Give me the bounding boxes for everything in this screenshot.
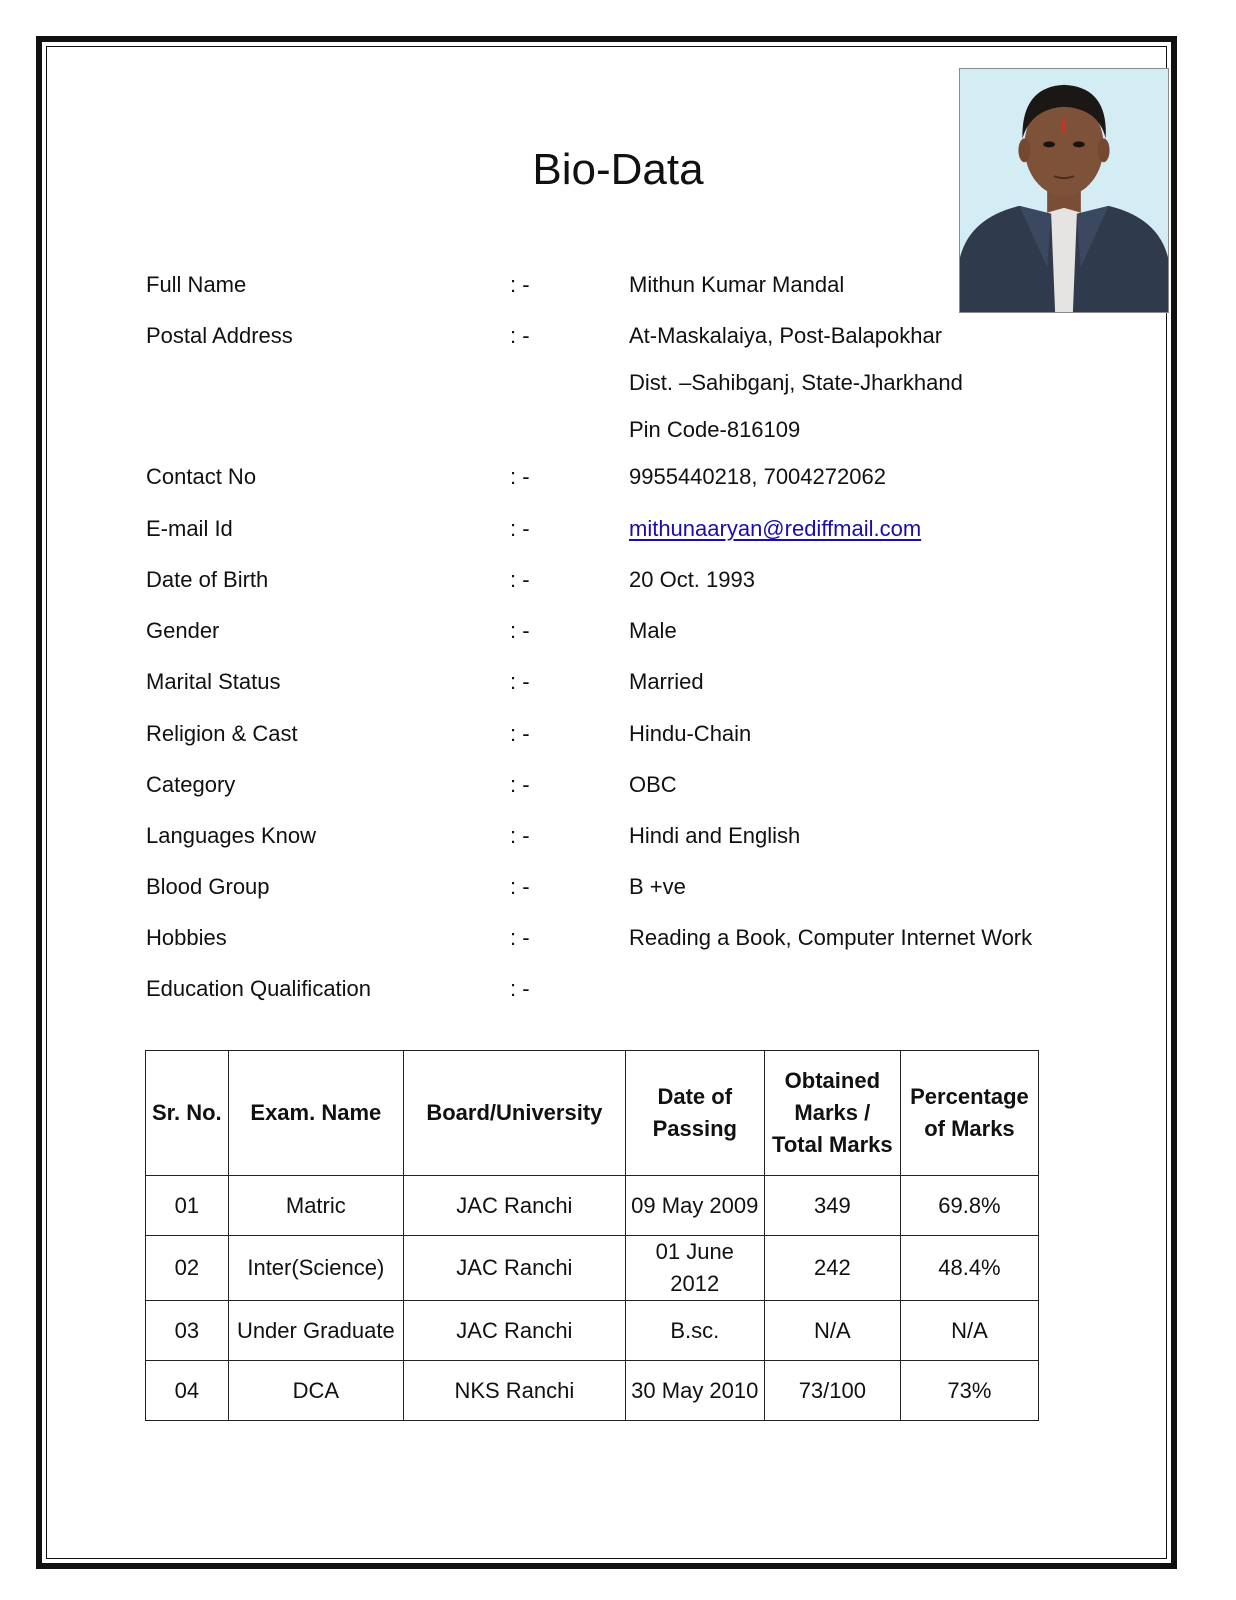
field-postal-address-line-3 xyxy=(0,415,1236,445)
field-label: Postal Address xyxy=(146,323,293,348)
field-separator: : - xyxy=(510,874,530,899)
table-cell: 69.8% xyxy=(900,1176,1038,1236)
field-separator: : - xyxy=(510,925,530,950)
col-header-date-of-passing: Date of Passing xyxy=(625,1051,764,1176)
table-row xyxy=(146,1361,1039,1421)
field-value: OBC xyxy=(629,772,677,797)
table-cell: 09 May 2009 xyxy=(625,1176,764,1236)
field-blood-group xyxy=(0,872,1236,902)
table-cell: N/A xyxy=(764,1301,900,1361)
table-cell: 02 xyxy=(146,1236,229,1301)
col-header-sr-no: Sr. No. xyxy=(146,1051,229,1176)
table-cell: 03 xyxy=(146,1301,229,1361)
field-label: Religion & Cast xyxy=(146,721,298,746)
field-value: Hindu-Chain xyxy=(629,721,752,746)
field-value: Male xyxy=(629,618,677,643)
field-separator: : - xyxy=(510,323,530,348)
table-cell: Inter(Science) xyxy=(228,1236,403,1301)
field-separator: : - xyxy=(510,272,530,297)
field-value: Pin Code-816109 xyxy=(629,417,801,442)
table-cell: JAC Ranchi xyxy=(404,1236,626,1301)
field-separator: : - xyxy=(510,618,530,643)
field-value: Mithun Kumar Mandal xyxy=(629,272,845,297)
field-separator: : - xyxy=(510,567,530,592)
field-value: Dist. –Sahibganj, State-Jharkhand xyxy=(629,370,963,395)
field-label: Contact No xyxy=(146,464,257,489)
table-cell: N/A xyxy=(900,1301,1038,1361)
field-value: 20 Oct. 1993 xyxy=(629,567,755,592)
table-cell: JAC Ranchi xyxy=(404,1301,626,1361)
table-row xyxy=(146,1236,1039,1301)
field-value: Hindi and English xyxy=(629,823,801,848)
field-separator: : - xyxy=(510,464,530,489)
education-table xyxy=(145,1050,1039,1421)
table-row xyxy=(146,1176,1039,1236)
field-postal-address-line-2 xyxy=(0,368,1236,398)
table-cell: 73/100 xyxy=(764,1361,900,1421)
field-category xyxy=(0,770,1236,800)
field-label: E-mail Id xyxy=(146,516,233,541)
table-cell: Under Graduate xyxy=(228,1301,403,1361)
col-header-marks: Obtained Marks / Total Marks xyxy=(764,1051,900,1176)
table-cell: JAC Ranchi xyxy=(404,1176,626,1236)
field-separator: : - xyxy=(510,516,530,541)
field-marital-status xyxy=(0,667,1236,697)
field-separator: : - xyxy=(510,823,530,848)
field-label: Category xyxy=(146,772,236,797)
field-separator: : - xyxy=(510,976,530,1001)
field-postal-address xyxy=(0,321,1236,351)
field-gender xyxy=(0,616,1236,646)
field-label: Education Qualification xyxy=(146,976,372,1001)
table-cell: 73% xyxy=(900,1361,1038,1421)
table-cell: 242 xyxy=(764,1236,900,1301)
table-header-row xyxy=(146,1051,1039,1176)
field-label: Blood Group xyxy=(146,874,270,899)
field-label: Marital Status xyxy=(146,669,281,694)
field-religion-cast xyxy=(0,719,1236,749)
field-value: B +ve xyxy=(629,874,686,899)
table-cell: 30 May 2010 xyxy=(625,1361,764,1421)
table-cell: DCA xyxy=(228,1361,403,1421)
col-header-percentage: Percentage of Marks xyxy=(900,1051,1038,1176)
field-languages xyxy=(0,821,1236,851)
field-email xyxy=(0,514,1236,544)
col-header-board: Board/University xyxy=(404,1051,626,1176)
field-label: Full Name xyxy=(146,272,247,297)
field-education-qualification xyxy=(0,974,1236,1004)
email-link[interactable]: mithunaaryan@rediffmail.com xyxy=(629,516,922,541)
table-cell: 04 xyxy=(146,1361,229,1421)
field-label: Gender xyxy=(146,618,220,643)
table-cell: 349 xyxy=(764,1176,900,1236)
page-title: Bio-Data xyxy=(532,145,704,194)
field-label: Date of Birth xyxy=(146,567,269,592)
table-cell: NKS Ranchi xyxy=(404,1361,626,1421)
table-cell: 01 June 2012 xyxy=(625,1236,764,1301)
field-separator: : - xyxy=(510,669,530,694)
field-date-of-birth xyxy=(0,565,1236,595)
field-value: At-Maskalaiya, Post-Balapokhar xyxy=(629,323,943,348)
field-separator: : - xyxy=(510,721,530,746)
table-row xyxy=(146,1301,1039,1361)
field-value: 9955440218, 7004272062 xyxy=(629,464,886,489)
col-header-exam-name: Exam. Name xyxy=(228,1051,403,1176)
field-contact-no xyxy=(0,462,1236,492)
table-cell: 01 xyxy=(146,1176,229,1236)
field-full-name xyxy=(0,270,1236,300)
field-label: Languages Know xyxy=(146,823,317,848)
table-cell: B.sc. xyxy=(625,1301,764,1361)
field-hobbies xyxy=(0,923,1236,953)
table-cell: 48.4% xyxy=(900,1236,1038,1301)
field-value: Married xyxy=(629,669,704,694)
field-value: Reading a Book, Computer Internet Work xyxy=(629,925,1033,950)
field-separator: : - xyxy=(510,772,530,797)
table-cell: Matric xyxy=(228,1176,403,1236)
field-label: Hobbies xyxy=(146,925,227,950)
